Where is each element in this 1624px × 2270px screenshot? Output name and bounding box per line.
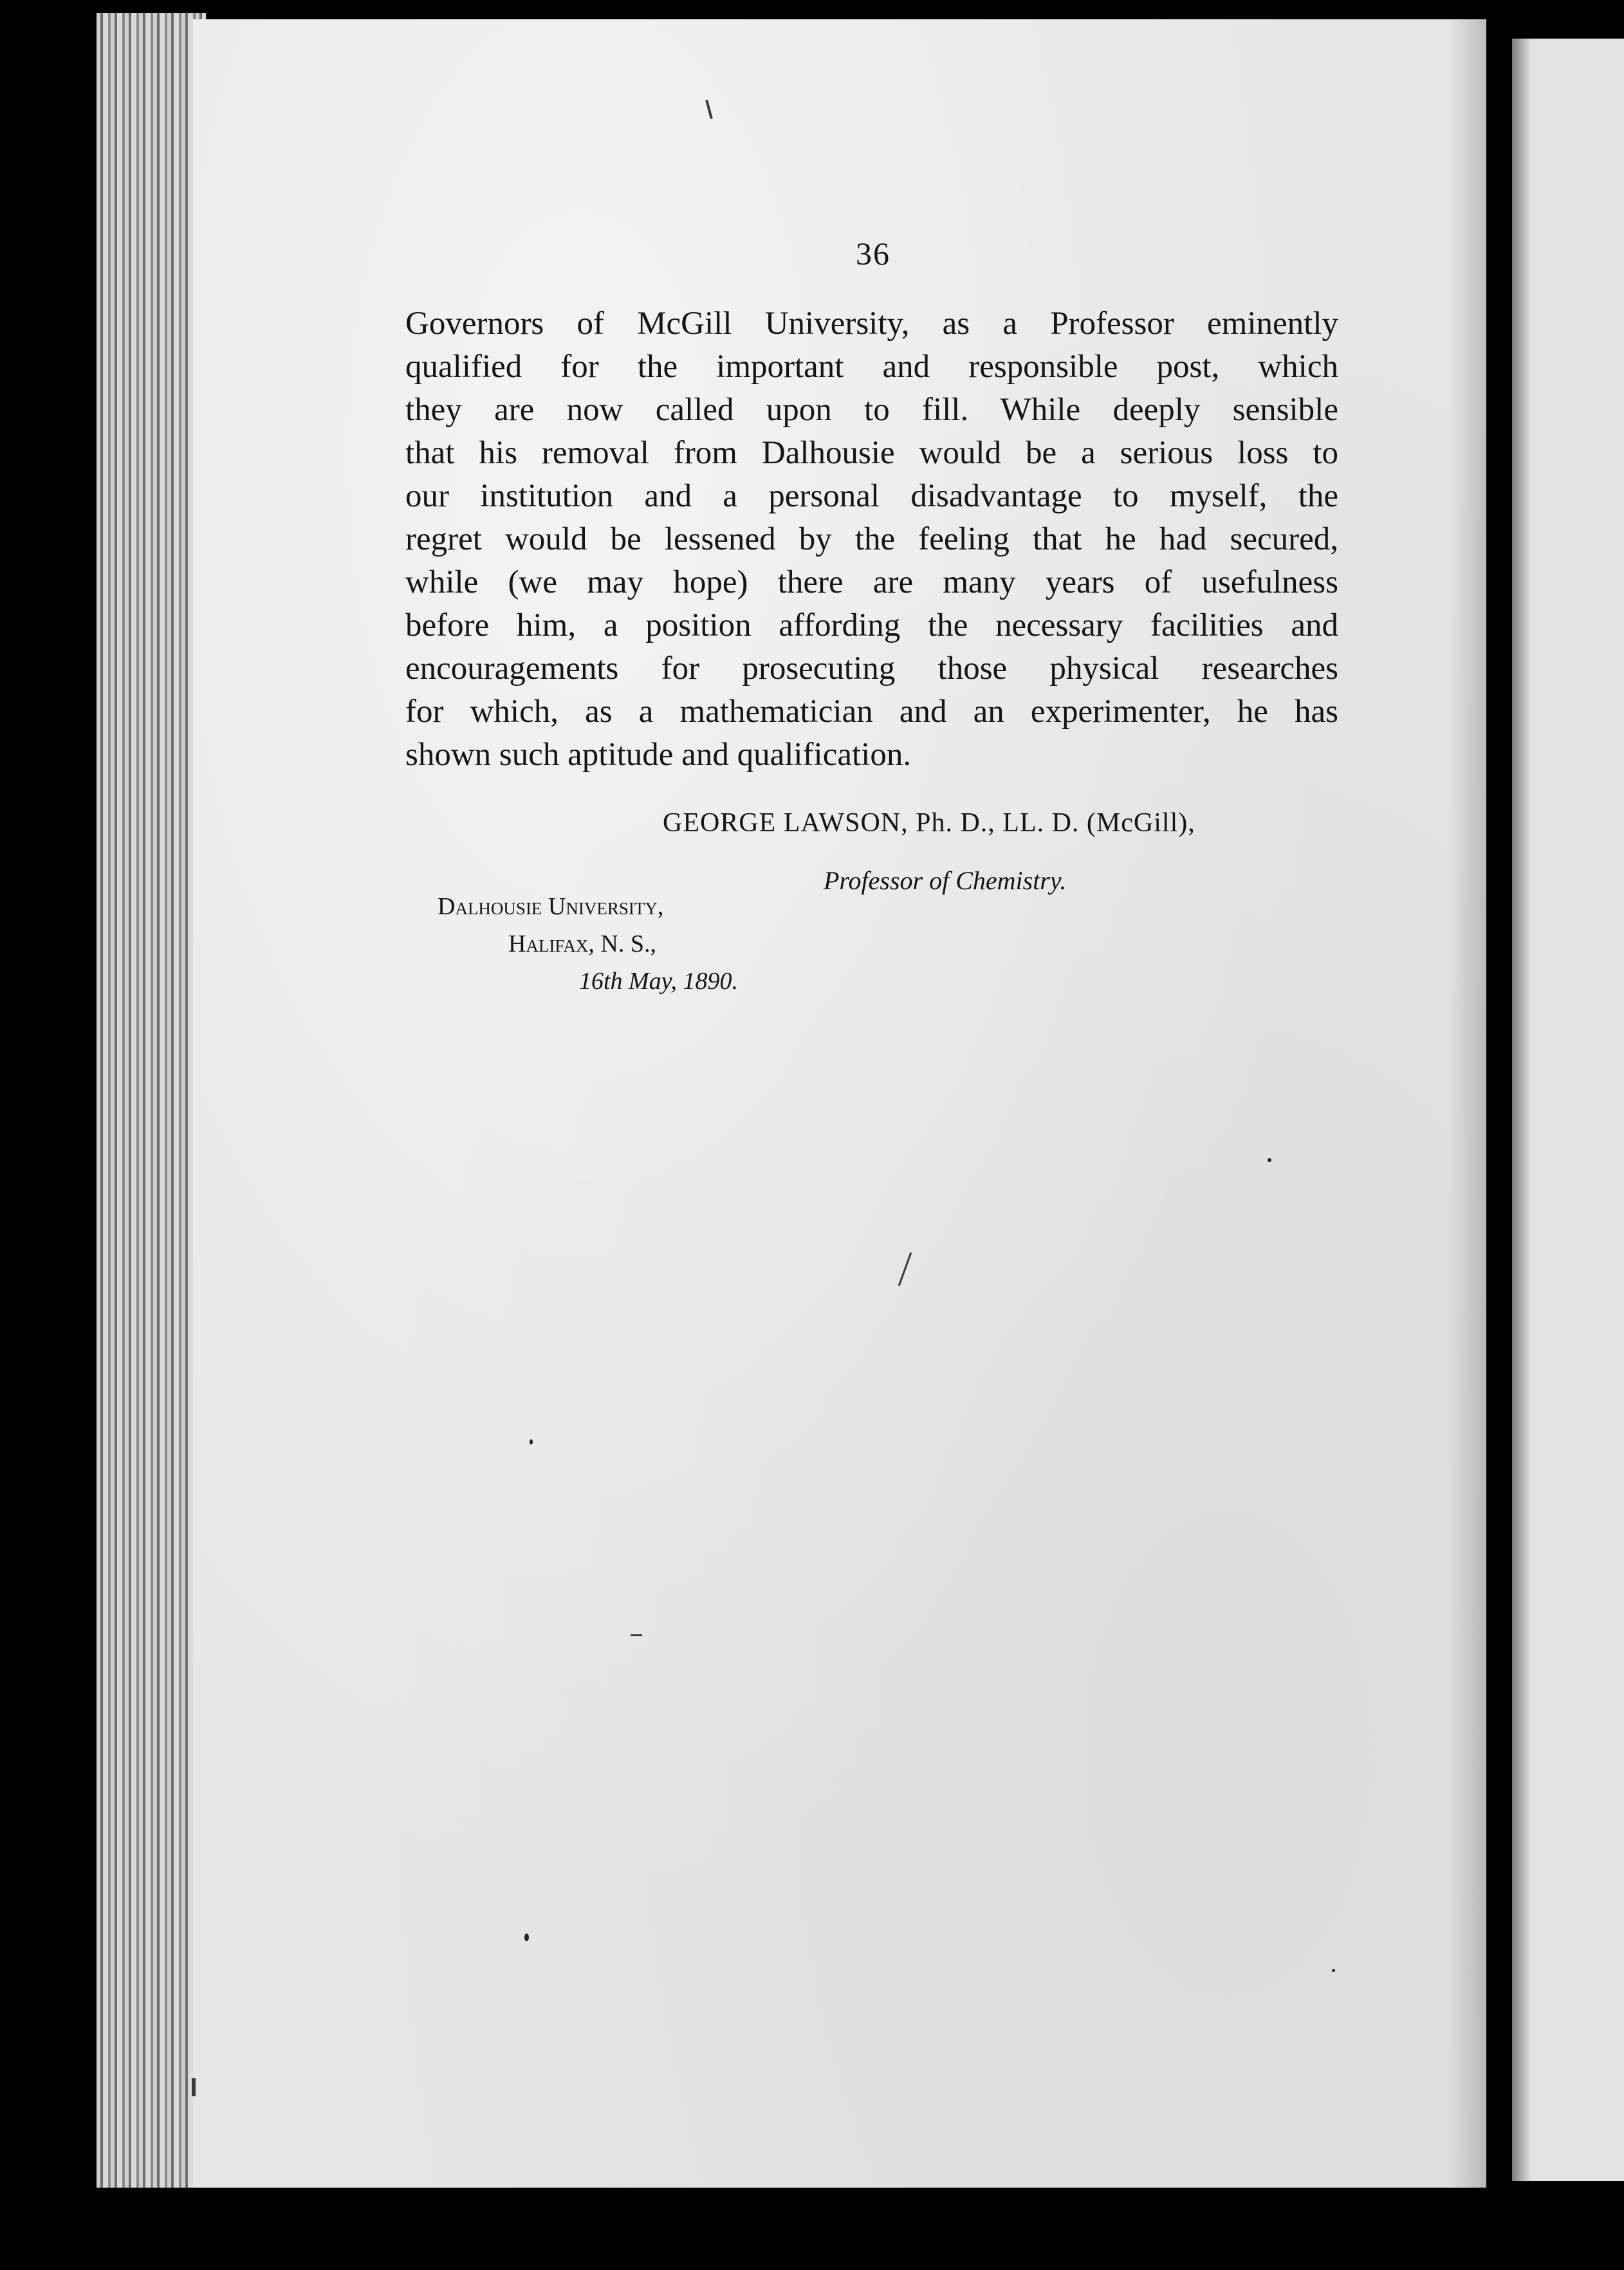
body-line: that his removal from Dalhousie would be a serious loss to [405, 435, 1338, 471]
scan-mark [1268, 1158, 1271, 1162]
scan-mark [524, 1933, 529, 1941]
page-shadow [1448, 19, 1486, 2188]
body-line: Governors of McGill University, as a Professor eminently [405, 306, 1338, 342]
scan-mark [1332, 1969, 1335, 1972]
book-page-edges [97, 13, 206, 2188]
gutter-shadow [1512, 39, 1531, 2181]
body-line: qualified for the important and responsible post, which [405, 349, 1338, 385]
scan-mark [530, 1439, 533, 1444]
body-line: while (we may hope) there are many years of usefulness [405, 564, 1338, 600]
address-line: Halifax, N. S., [508, 930, 657, 957]
body-line: encouragements for prosecuting those physical researches [405, 651, 1338, 687]
body-line: regret would be lessened by the feeling that he had secured, [405, 521, 1338, 557]
address-block [438, 888, 738, 1000]
letter-body [405, 302, 1338, 777]
scan-mark [192, 2078, 196, 2096]
scan-mark [631, 1634, 642, 1636]
address-line: Dalhousie University, [438, 893, 664, 920]
page-number: 36 [856, 235, 890, 272]
signature-title: Professor of Chemistry. [824, 866, 1067, 895]
body-line: shown such aptitude and qualification. [405, 737, 912, 773]
body-line: our institution and a personal disadvantage to myself, the [405, 478, 1338, 514]
body-line: before him, a position affording the necessary facilities and [405, 607, 1338, 643]
signature-name: GEORGE LAWSON, Ph. D., LL. D. (McGill), [663, 808, 1195, 838]
date-line: 16th May, 1890. [579, 968, 738, 995]
body-line: they are now called upon to fill. While deeply sensible [405, 392, 1338, 428]
body-line: for which, as a mathematician and an experimenter, he has [405, 694, 1338, 730]
